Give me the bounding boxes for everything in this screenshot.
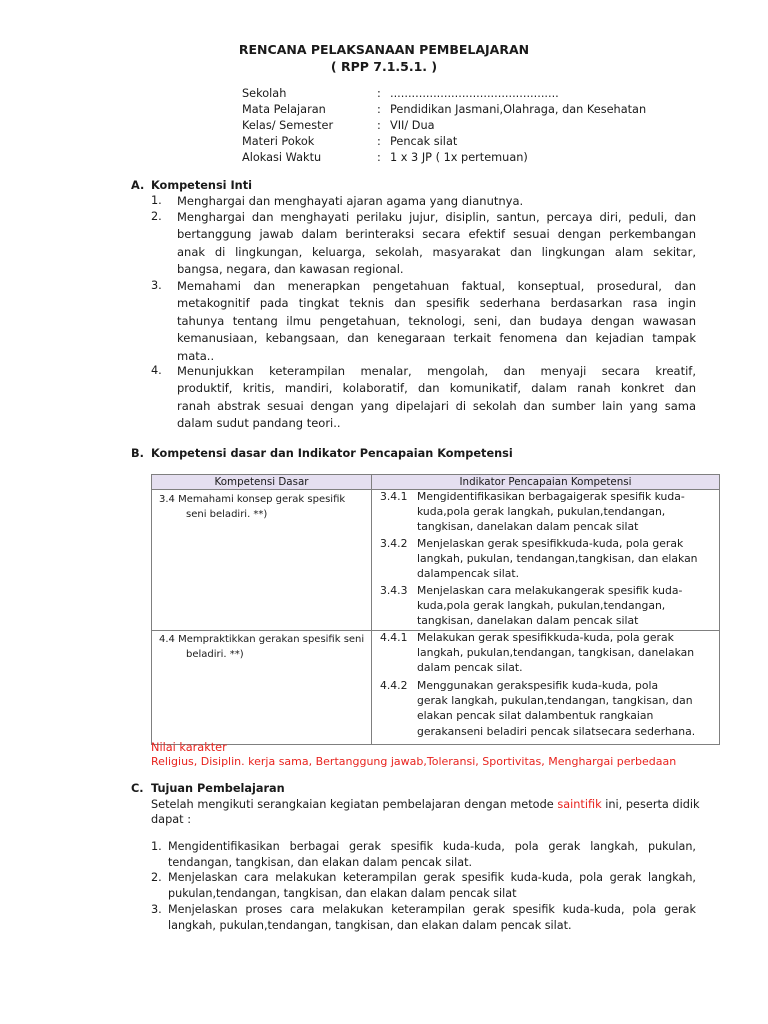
identity-label-alokasi: Alokasi Waktu [242,151,322,164]
table-header-indicator: Indikator Pencapaian Kompetensi [372,475,720,490]
identity-colon: : [377,151,381,164]
indicator-line: dalam pencak silat. [417,661,523,675]
indicator-number: 4.4.2 [380,679,408,692]
indicator-line: gerakanseni beladiri pencak silatsecara sederhana. [417,724,696,738]
indicator-line: Mengidentifikasikan berbagaigerak spesifik kuda- [417,490,685,503]
tujuan-line: langkah, pukulan,tendangan, tangkisan, dan elakan dalam pencak silat. [168,918,572,932]
tujuan-intro-text: ini, peserta didik [601,798,700,811]
kd-cell [152,490,372,631]
identity-value-kelas: VII/ Dua [390,119,435,132]
indicator-text [417,583,707,629]
section-a-letter: A. [131,179,145,192]
ki-number: 3. [151,279,162,292]
table-header-kd: Kompetensi Dasar [152,475,372,490]
indicator-line: Menjelaskan gerak spesifikkuda-kuda, pola gerak [417,537,684,550]
indicator-line: Menggunakan gerakspesifik kuda-kuda, pola [417,679,659,692]
indicator-text [417,489,707,535]
indicator-line: Menjelaskan cara melakukangerak spesifik kuda- [417,584,683,597]
document-title: RENCANA PELAKSANAAN PEMBELAJARAN [238,42,530,57]
indicator-line: langkah, pukulan,tendangan, tangkisan, danelakan [417,646,695,660]
ki-number: 2. [151,210,162,223]
section-c-title: Tujuan Pembelajaran [151,782,285,795]
identity-label-materi: Materi Pokok [242,135,315,148]
indicator-line: Melakukan gerak spesifikkuda-kuda, pola gerak [417,631,674,644]
ki-item-1 [177,193,696,210]
identity-colon: : [377,135,381,148]
kd-text: 3.4 Memahami konsep gerak spesifik [159,494,346,505]
ki-line: Memahami dan menerapkan pengetahuan faktual, konseptual, prosedural, dan [177,279,696,293]
ki-line: produktif, kritis, mandiri, kolaboratif, dan komunikatif, dalam ranah konkret dan [177,381,696,396]
identity-colon: : [377,87,381,100]
indicator-line: kuda,pola gerak langkah, pukulan,tendangan, [417,599,666,613]
ki-line: anak di lingkungan, keluarga, sekolah, masyarakat dan lingkungan alam sekitar, [177,244,696,259]
identity-label-sekolah: Sekolah [242,87,287,100]
ki-number: 4. [151,364,162,377]
indicator-line: dalampencak silat. [417,567,520,581]
identity-label-kelas: Kelas/ Semester [242,119,334,132]
ki-item-3 [177,278,696,365]
nilai-karakter-text: Religius, Disiplin. kerja sama, Bertanggung jawab,Toleransi, Sportivitas, Menghargai perbedaan [151,755,677,768]
ki-item-2 [177,209,696,279]
section-b-letter: B. [131,447,144,460]
indicator-text [417,630,707,676]
tujuan-intro-highlight: saintifik [557,798,602,811]
identity-colon: : [377,119,381,132]
indicator-line: kuda,pola gerak langkah, pukulan,tendangan, [417,505,666,519]
ki-line: tahunya tentang ilmu pengetahuan, teknologi, seni, dan budaya dengan wawasan [177,313,696,328]
indicator-line: gerak langkah, pukulan,tendangan, tangkisan, dan [417,694,693,708]
kd-cell [152,631,372,745]
tujuan-item-2 [168,870,696,901]
tujuan-item-3 [168,902,696,933]
indicator-line: tangkisan, danelakan dalam pencak silat [417,614,639,628]
tujuan-line: Mengidentifikasikan berbagai gerak spesifik kuda-kuda, pola gerak langkah, pukulan, [168,840,696,853]
tujuan-number: 2. [151,871,162,884]
indicator-number: 3.4.1 [380,490,408,503]
tujuan-line: tendangan, tangkisan, dan elakan dalam pencak silat. [168,855,473,869]
table-header-row [152,475,720,490]
indicator-text [413,678,709,739]
kd-text: beladiri. **) [186,649,244,660]
tujuan-line: Menjelaskan proses cara melakukan keterampilan gerak spesifik kuda-kuda, pola gerak [168,903,696,916]
tujuan-intro-line2: dapat : [151,813,192,826]
ki-line: Menghargai dan menghayati perilaku jujur, disiplin, santun, percaya diri, peduli, dan [177,210,696,224]
identity-value-materi: Pencak silat [390,135,458,148]
indicator-number: 3.4.3 [380,584,408,597]
document-subtitle: ( RPP 7.1.5.1. ) [330,59,438,74]
ki-line: dalam sudut pandang teori.. [177,416,341,431]
indicator-line: tangkisan, danelakan dalam pencak silat [417,520,639,534]
kd-text: 4.4 Mempraktikkan gerakan spesifik seni [159,634,365,645]
identity-colon: : [377,103,381,116]
indicator-number: 4.4.1 [380,631,408,644]
identity-value-alokasi: 1 x 3 JP ( 1x pertemuan) [390,151,528,164]
ki-line: bangsa, negara, dan kawasan regional. [177,262,404,277]
tujuan-line: pukulan,tendangan, tangkisan, dan elakan dalam pencak silat [168,886,517,900]
ki-line: metakognitif pada tingkat teknis dan spesifik sederhana berdasarkan rasa ingin [177,296,696,311]
indicator-line: elakan pencak silat dalambentuk rangkaian [417,709,654,723]
identity-label-mapel: Mata Pelajaran [242,103,326,116]
ki-line: Menghargai dan menghayati ajaran agama yang dianutnya. [177,194,524,208]
indicator-text [417,536,707,582]
identity-value-sekolah: ............................................... [390,87,559,100]
section-b-title: Kompetensi dasar dan Indikator Pencapaian Kompetensi [151,447,513,460]
kd-text: seni beladiri. **) [186,509,268,520]
tujuan-intro-text: Setelah mengikuti serangkaian kegiatan pembelajaran dengan metode [151,798,558,811]
tujuan-number: 1. [151,840,162,853]
ki-item-4 [177,363,696,433]
tujuan-intro [151,798,700,811]
indicator-line: langkah, pukulan, tendangan,tangkisan, dan elakan [417,552,698,566]
ki-number: 1. [151,194,162,207]
ki-line: ranah abstrak sesuai dengan yang dipelajari di sekolah dan sumber lain yang sama [177,398,696,413]
ki-line: bertanggung jawab dalam berinteraksi secara efektif sesuai dengan perkembangan [177,227,696,242]
ki-line: Menunjukkan keterampilan menalar, mengolah, dan menyaji secara kreatif, [177,364,696,378]
ki-line: mata.. [177,348,215,363]
indicator-number: 3.4.2 [380,537,408,550]
section-a-title: Kompetensi Inti [151,179,252,192]
section-c-letter: C. [131,782,144,795]
nilai-karakter-title: Nilai karakter [151,741,227,754]
tujuan-line: Menjelaskan cara melakukan keterampilan gerak spesifik kuda-kuda, pola gerak langkah, [168,871,696,884]
tujuan-number: 3. [151,903,162,916]
ki-line: kemanusiaan, kebangsaan, dan kenegaraan terkait fenomena dan kejadian tampak [177,331,696,346]
identity-value-mapel: Pendidikan Jasmani,Olahraga, dan Kesehatan [390,103,647,116]
tujuan-item-1 [168,839,696,870]
